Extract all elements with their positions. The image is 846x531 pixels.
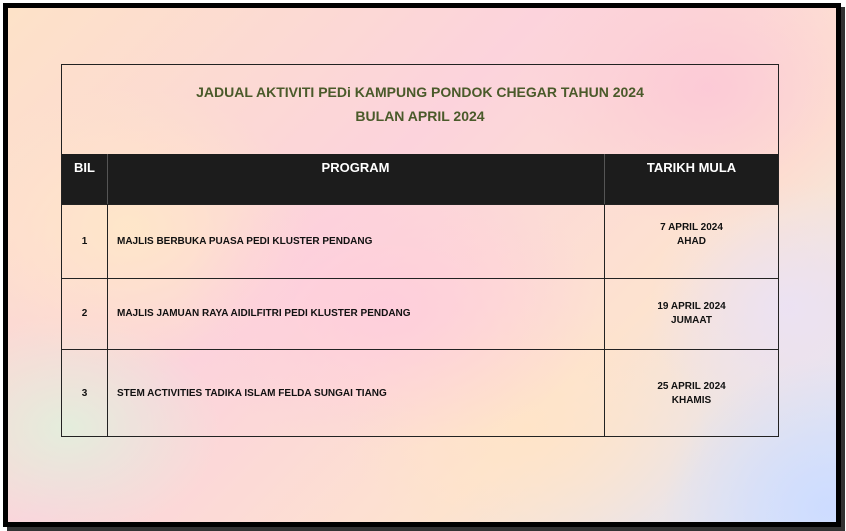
row-number: 1 (81, 236, 88, 247)
header-date (604, 154, 779, 204)
header-bil (62, 154, 107, 204)
row-date: 25 APRIL 2024 (657, 381, 726, 392)
title-main: JADUAL AKTIVITI PEDi KAMPUNG PONDOK CHEGAR TAHUN 2024 (196, 84, 644, 100)
header-program (107, 154, 604, 204)
row-date-cell (604, 300, 779, 328)
row-day: AHAD (677, 236, 706, 247)
table-row (62, 204, 778, 278)
header-bil-label: BIL (74, 160, 95, 175)
row-date: 7 APRIL 2024 (660, 222, 723, 233)
row-date-cell (604, 380, 779, 408)
header-program-label: PROGRAM (321, 160, 390, 175)
row-date-cell (604, 221, 779, 249)
row-program: STEM ACTIVITIES TADIKA ISLAM FELDA SUNGAI TIANG (117, 388, 387, 399)
header-divider (604, 154, 605, 204)
table-row (62, 349, 778, 437)
table-row (62, 278, 778, 349)
title-month: BULAN APRIL 2024 (355, 108, 485, 124)
table-header-row (62, 154, 778, 204)
row-date: 19 APRIL 2024 (657, 301, 726, 312)
column-divider (107, 204, 108, 437)
column-divider (604, 204, 605, 437)
table-title (62, 65, 778, 155)
row-program: MAJLIS JAMUAN RAYA AIDILFITRI PEDI KLUSTER PENDANG (117, 308, 411, 319)
header-divider (107, 154, 108, 204)
row-number: 3 (81, 388, 88, 399)
schedule-table (61, 64, 779, 437)
row-day: KHAMIS (671, 395, 712, 406)
row-program: MAJLIS BERBUKA PUASA PEDI KLUSTER PENDANG (117, 236, 373, 247)
row-day: JUMAAT (671, 315, 712, 326)
document-frame (3, 3, 841, 527)
row-number: 2 (81, 308, 88, 319)
header-date-label: TARIKH MULA (646, 160, 737, 175)
